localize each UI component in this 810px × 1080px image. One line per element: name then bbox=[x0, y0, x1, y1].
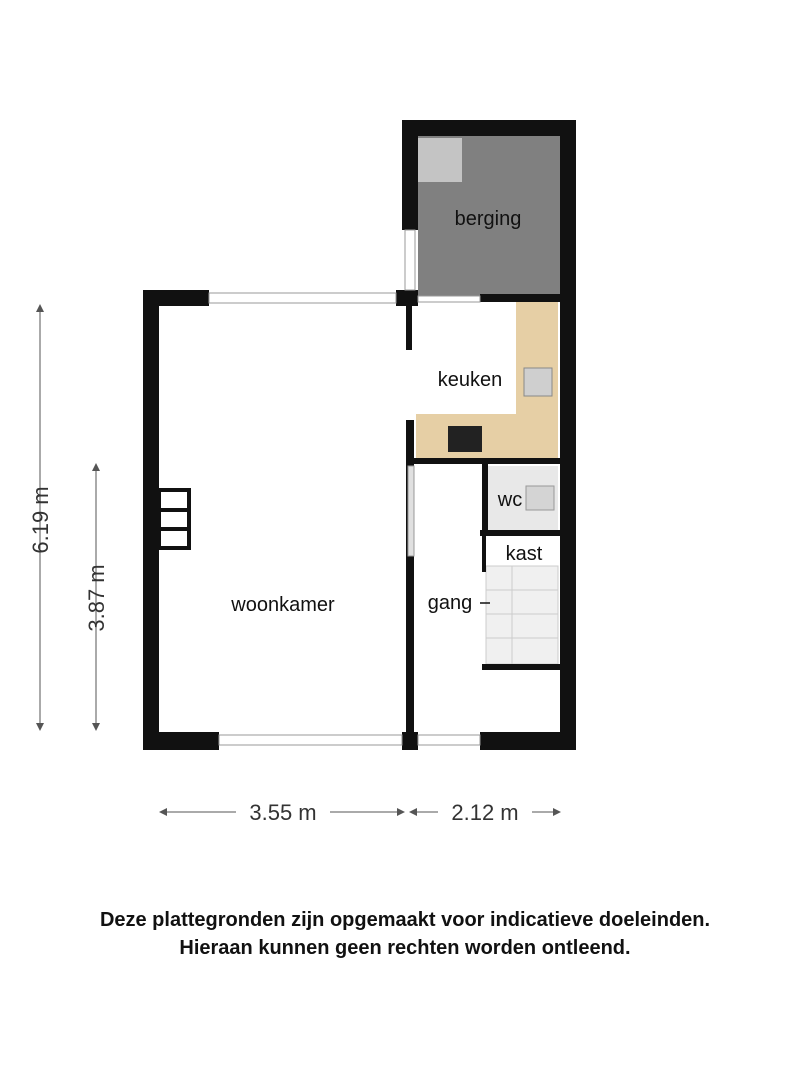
berging-appliance bbox=[418, 138, 462, 182]
kitchen-counter-right bbox=[516, 302, 558, 414]
staircase bbox=[486, 566, 558, 664]
kitchen-sink bbox=[524, 368, 552, 396]
kitchen-hob bbox=[448, 426, 482, 452]
disclaimer-line-1: Deze plattegronden zijn opgemaakt voor indicatieve doeleinden. bbox=[99, 909, 711, 931]
disclaimer bbox=[0, 906, 810, 962]
dim-label-living-width: 3.55 m bbox=[249, 800, 317, 825]
vent-grille bbox=[159, 490, 189, 548]
disclaimer-line-2: Hieraan kunnen geen rechten worden ontleend. bbox=[179, 937, 631, 959]
dim-label-total-height: 6.19 m bbox=[28, 486, 53, 554]
kitchen-counter-bottom bbox=[416, 414, 558, 458]
room-label-wc: wc bbox=[497, 489, 523, 511]
dim-label-hall-width: 2.12 m bbox=[451, 800, 519, 825]
room-label-keuken: keuken bbox=[437, 369, 503, 391]
room-label-woonkamer: woonkamer bbox=[231, 594, 335, 616]
toilet bbox=[526, 486, 554, 510]
room-label-kast: kast bbox=[505, 543, 543, 565]
room-label-berging: berging bbox=[454, 208, 522, 230]
dim-label-living-height: 3.87 m bbox=[84, 564, 109, 632]
room-label-gang: gang bbox=[427, 592, 473, 614]
windows bbox=[209, 230, 480, 745]
